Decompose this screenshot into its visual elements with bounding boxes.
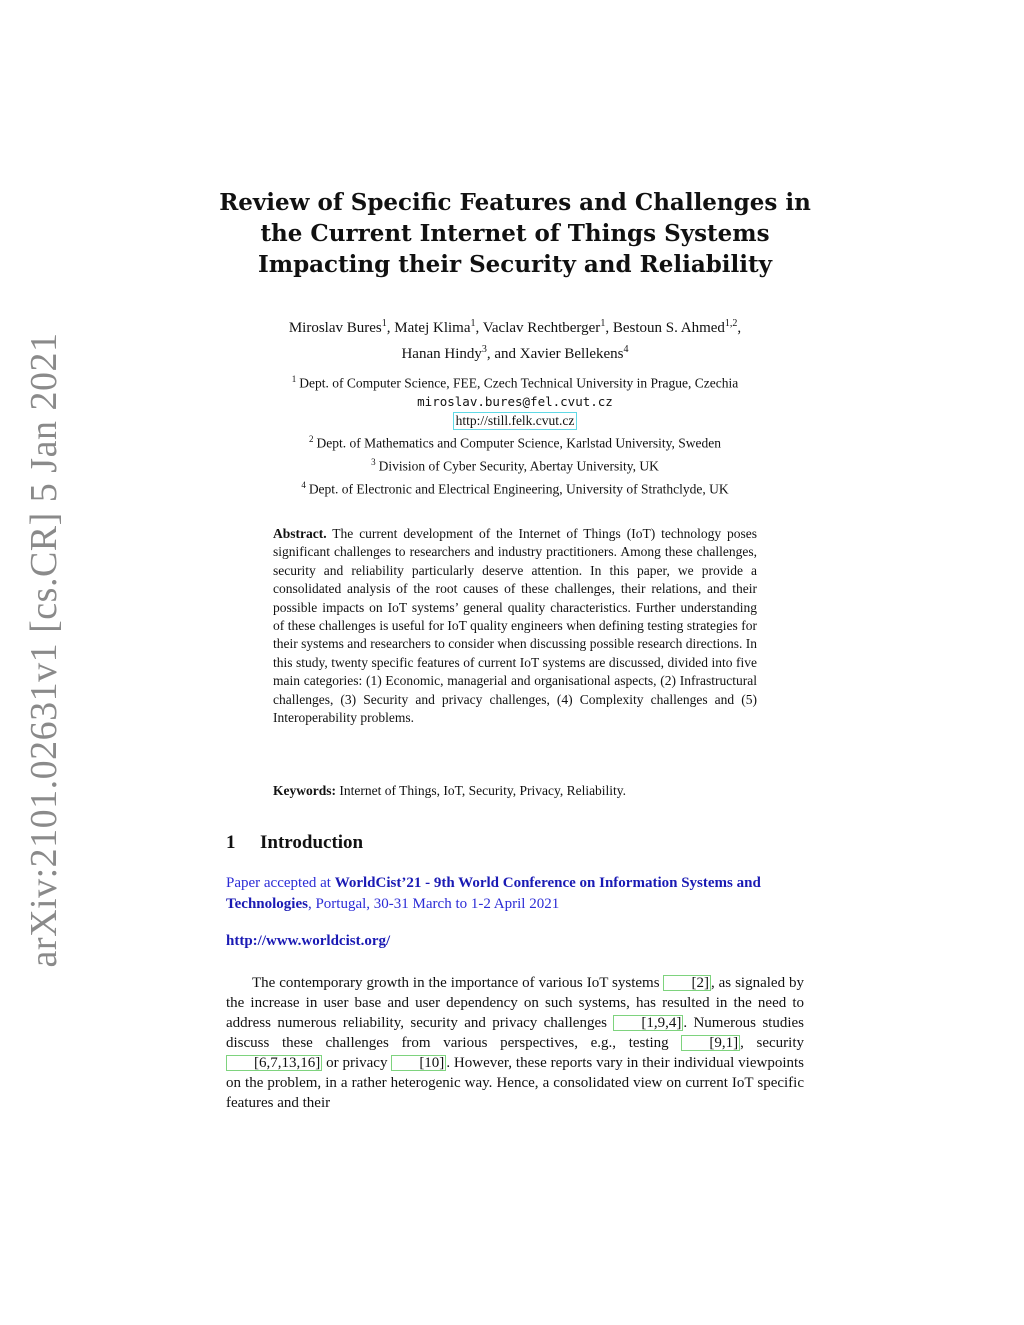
author-name: Matej Klima	[394, 320, 471, 336]
author-name: Miroslav Bures	[288, 320, 382, 336]
author-name: Hanan Hindy	[401, 346, 482, 362]
abstract-text: The current development of the Internet of Things (IoT) technology poses significant challenges to researchers and industry practitioners. Among these challenges, security and reliability particularly deserve attention. In this paper, we provide a consolidated analysis of the root causes of these challenges, their relations, and their possible impacts on IoT systems’ general quality characteristics. Further understanding of these challenges is useful for IoT quality engineers when defining testing strategies for their systems and researchers to consider when discussing possible research directions. In this study, twenty specific features of current IoT systems are discussed, divided into five main categories: (1) Economic, managerial and organisational aspects, (2) Infrastructural challenges, (3) Security and privacy challenges, (4) Complexity challenges and (5) Interoperability problems.	[273, 526, 757, 726]
affiliation-url-link[interactable]: http://still.felk.cvut.cz	[453, 412, 578, 430]
author-name: Bestoun S. Ahmed	[612, 320, 725, 336]
keywords-label: Keywords:	[273, 783, 336, 798]
keywords-text: Internet of Things, IoT, Security, Privacy, Reliability.	[339, 783, 627, 798]
acceptance-note	[226, 873, 806, 914]
author-conjunction: and	[494, 346, 517, 362]
author-name: Vaclav Rechtberger	[482, 320, 601, 336]
introduction-body	[226, 973, 804, 1113]
author-name: Xavier Bellekens	[519, 346, 624, 362]
abstract-label: Abstract.	[273, 526, 327, 541]
paper-title	[190, 187, 840, 280]
author-affil-mark: 1	[381, 318, 387, 329]
citation-link[interactable]: [1,9,4]	[613, 1015, 683, 1031]
conference-link[interactable]: WorldCist’21 - 9th World Conference on Information Systems and Technologies	[226, 875, 761, 912]
affiliation-4: $^4$ Dept. of Electronic and Electrical Engineering, University of Strathclyde, UK	[301, 480, 729, 497]
title-line-1: Review of Specific Features and Challenges in	[219, 189, 811, 216]
affiliation-3: $^3$ Division of Cyber Security, Abertay University, UK	[371, 457, 659, 474]
author-affil-mark: 3	[481, 344, 487, 355]
author-affil-mark: 1	[470, 318, 476, 329]
section-number: 1	[226, 832, 236, 853]
citation-link[interactable]: [9,1]	[681, 1035, 740, 1051]
citation-link[interactable]: [10]	[391, 1055, 446, 1071]
author-affil-mark: 1,2	[724, 318, 738, 329]
citation-link[interactable]: [2]	[663, 975, 711, 991]
affiliation-1: $^1$ Dept. of Computer Science, FEE, Czech Technical University in Prague, Czechia	[291, 374, 739, 391]
title-line-3: Impacting their Security and Reliability	[257, 251, 773, 278]
note-prefix: Paper accepted at	[226, 875, 331, 891]
abstract	[273, 525, 757, 727]
author-affil-mark: 4	[623, 344, 629, 355]
author-list: Miroslav Bures$^1$, Matej Klima$^1$, Vaclav Rechtberger$^1$, Bestoun S. Ahmed$^{1,2}$, Hanan Hindy$^3$, and Xavier Bellekens$^4$	[288, 318, 742, 362]
section-heading	[226, 832, 363, 854]
note-suffix: , Portugal, 30-31 March to 1-2 April 2021	[307, 895, 560, 912]
author-affil-mark: 1	[600, 318, 606, 329]
title-line-2: the Current Internet of Things Systems	[260, 220, 770, 247]
paragraph: The contemporary growth in the importance of various IoT systems [2] , as signaled by the increase in user base and user dependency on such systems, has resulted in the need to address numerous reliability, security and privacy challenges [1,9,4] . Numerous studies discuss these challenges from various perspectives, e.g., testing [9,1] , security [6,7,13,16] or privacy [10] . However, these reports vary in their individual viewpoints on the problem, in a rather heterogenic way. Hence, a consolidated view on current IoT specific features and their	[226, 975, 805, 1111]
citation-link[interactable]: [6,7,13,16]	[226, 1055, 322, 1071]
conference-url-link[interactable]: http://www.worldcist.org/	[226, 933, 391, 949]
affiliations	[200, 370, 830, 499]
author-email: miroslav.bures@fel.cvut.cz	[417, 394, 613, 409]
section-title: Introduction	[260, 832, 364, 853]
arxiv-identifier-stamp: arXiv:2101.02631v1 [cs.CR] 5 Jan 2021	[23, 332, 65, 968]
affiliation-2: $^2$ Dept. of Mathematics and Computer Science, Karlstad University, Sweden	[309, 434, 721, 451]
keywords	[273, 782, 757, 800]
